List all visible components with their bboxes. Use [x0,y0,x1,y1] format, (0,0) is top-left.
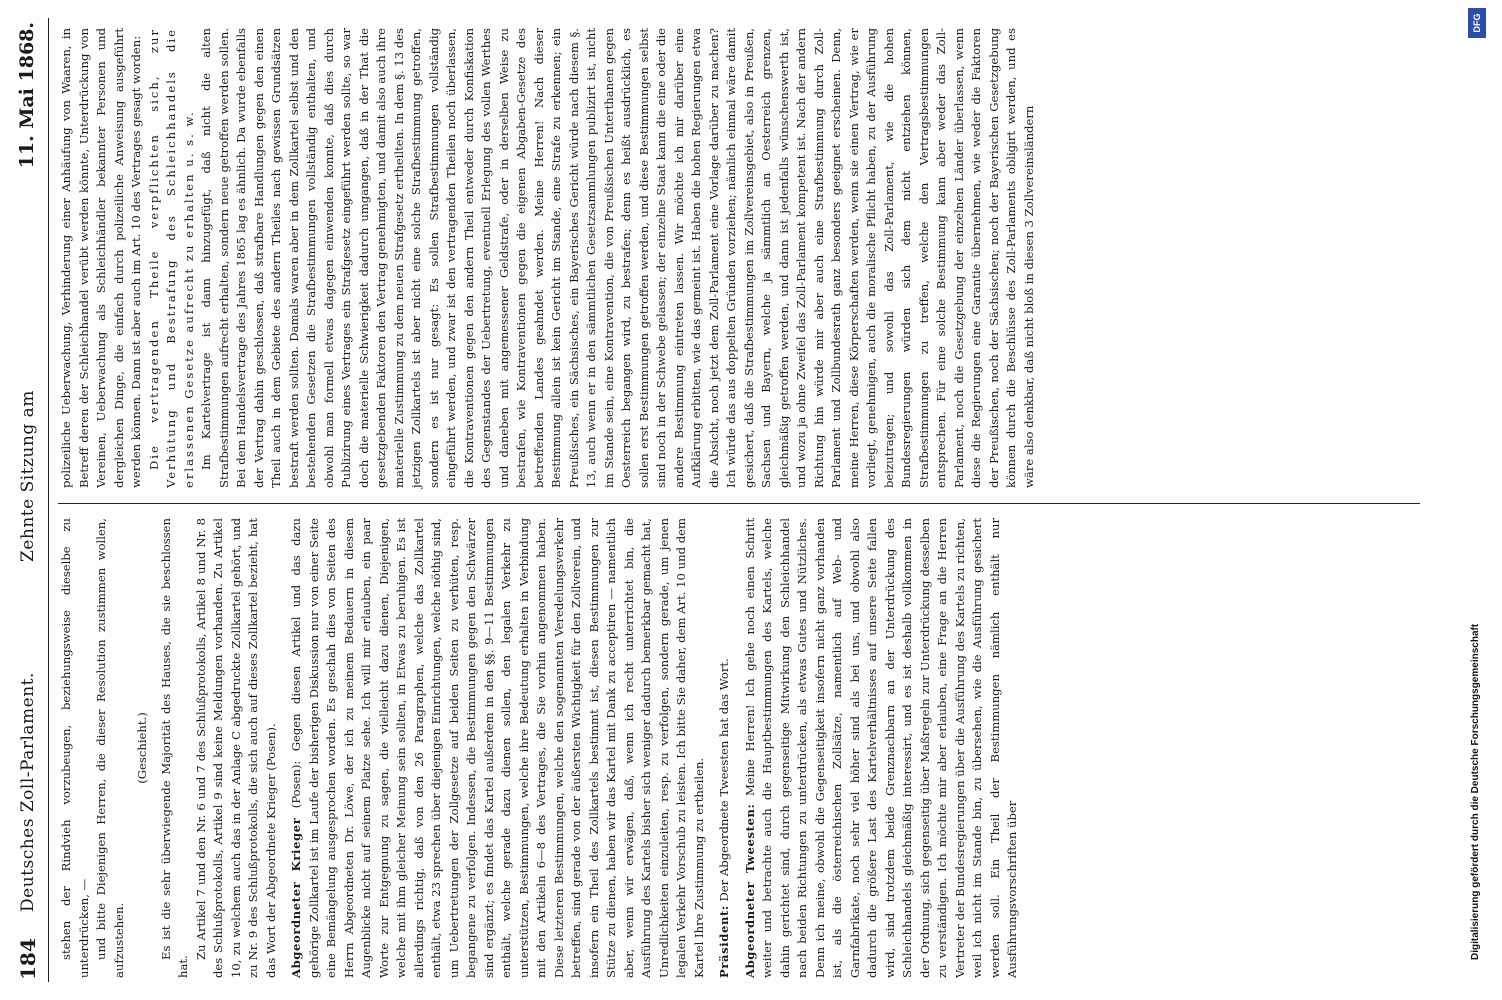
right-column [58,28,1420,488]
speech-text: Gegen diesen Artikel und das dazu gehörige Zollkartel ist im Laufe der bisherigen Diskussion nur von einer Seite eine Bemängelung ausgesprochen worden. Es geschah dies von Seiten des Herrn Abgeordneten Dr. Löwe, der ich zu meinem Bedauern in diesem Augenblicke nicht auf seinem Platze sehe. Ich will mir erlauben, ein paar Worte zur Entgegnung zu sagen, die vielleicht dazu dienen, Diejenigen, welche mit ihm gleicher Meinung sein sollten, in Etwas zu beruhigen. Es ist allerdings richtig, daß von den 26 Paragraphen, welche das Zollkartel enthält, etwa 23 sprechen über diejenigen Einrichtungen, welche nöthig sind, um Uebertretungen der Zollgesetze auf beiden Seiten zu verhüten, resp. begangene zu verfolgen. Indessen, die Bestimmungen gegen den Schwärzer sind ergänzt; es findet das Kartel außerdem in den §§. 9—11 Bestimmungen enthält, welche gerade dazu dienen sollen, den legalen Verkehr zu unterstützen, Bestimmungen, welche ihre Bedeutung erhalten in Verbindung mit den Artikeln 6—8 des Vertrages, die Sie vorhin angenommen haben. Diese letzteren Bestimmungen, welche den sogenannten Veredelungsverkehr betreffen, sind gerade von der äußersten Wichtigkeit für den Zollverein, und insofern ein Theil des Zollkartels bestimmt ist, diesen Bestimmungen zur Stütze zu dienen, haben wir das Kartel mit Dank zu acceptiren — namentlich aber, wenn wir erwägen, daß, wenn ich recht unterrichtet bin, die Ausführung des Kartels bisher sich weniger dadurch bemerkbar gemacht hat, Unredlichkeiten einzuleiten, resp. zu verfolgen, sondern gerade, um jenen legalen Verkehr Vorschub zu leisten. Ich bitte Sie daher, dem Art. 10 und dem Kartel Ihre Zustimmung zu ertheilen. [289,517,706,978]
left-column [58,518,1420,978]
margin-strip [1430,0,1502,1000]
speech-text: Meine Herren! Ich gehe noch einen Schritt weiter und betrachte auch die Hauptbestimmungen des Kartels, welche dahin gerichtet sind, durch gegenseitige Mitwirkung den Schleichhandel nach beiden Richtungen zu unterdrücken, als etwas Gutes und Nützliches. Denn ich meine, obwohl die Gegenseitigkeit insofern nicht ganz vorhanden ist, als die österreichischen Zollsätze, namentlich auf Web- und Garnfabrikate, noch sehr viel höher sind als bei uns, und obwohl also dadurch die größere Last des Kartelverhältnisses auf unsere Seite fallen wird, sind trotzdem beide Grenznachbarn an der Unterdrückung des Schleichhandels gleichmäßig interessirt, und es ist deshalb vollkommen in der Ordnung, sich gegenseitig über Maßregeln zur Unterdrückung desselben zu verständigen. Ich möchte mir aber erlauben, eine Frage an die Herren Vertreter der Bundesregierungen über die Ausführung des Kartels zu richten, weil ich nicht im Stande bin, zu übersehen, wie die Ausführung gesichert werden soll. Ein Theil der Bestimmungen nämlich enthält nur Ausführungsvorschriften über [742,518,1019,978]
digitization-note: Digitalisierung gefördert durch die Deutsche Forschungsgemeinschaft [1470,623,1481,960]
running-header [14,18,49,982]
paragraph: Es ist die sehr überwiegende Majorität des Hauses, die sie beschlossen hat. [158,518,190,978]
quoted-article: Die vertragenden Theile verpflichten sich, zur Verhütung und Bestrafung des Schleichhandels die erlassenen Gesetze aufrecht zu erhalten u. s. w. [146,28,196,488]
paragraph: stehen der Rindvieh vorzubeugen, beziehungsweise dieselbe zu unterdrücken, — [59,518,91,978]
paragraph: und bitte Diejenigen Herren, die dieser Resolution zustimmen wollen, aufzustehen. [94,518,126,978]
speaker-name: Abgeordneter Tweesten: [742,803,757,978]
paragraph: polizeiliche Ueberwachung, Verhinderung einer Anhäufung von Waaren, in Betreff deren der Schleichhandel verübt werden könnte, Unterdrückung von Vereinen, Ueberwachung als Schleichhändler bekannter Personen und dergleichen Dinge, die einfach durch polizeiliche Anweisung ausgeführt werden können. Dann ist aber auch im Art. 10 des Vertrages gesagt worden: [59,28,143,488]
president-label: Präsident: [717,905,731,978]
speech-block [742,518,1022,978]
publication-title: Deutsches Zoll-Parlament. [18,672,38,912]
column-divider [58,503,1420,504]
session-title: Zehnte Sitzung am [18,390,38,562]
paragraph: Zu Artikel 7 und den Nr. 6 und 7 des Schlußprotokolls, Artikel 8 und Nr. 8 des Schlußprotokolls, Artikel 9 sind keine Meldungen vorhanden. Zu Artikel 10, zu welchem auch das in der Anlage C abgedruckte Zollkartel gehört, und zu Nr. 9 des Schlußprotokolls, die sich auch auf dieses Zollkartel bezieht, hat das Wort der Abgeordnete Krieger (Posen). [193,518,278,978]
speaker-suffix: (Posen): [289,760,303,809]
paragraph: Im Kartelvertrage ist dann hinzugefügt, daß nicht die alten Strafbestimmungen aufrecht erhalten, sondern neue getroffen werden sollen. Bei dem Handelsvertrage des Jahres 1865 lag es ähnlich. Da wurde ebenfalls der Vertrag dahin geschlossen, daß strafbare Handlungen gegen den einen Theil auch in dem Gebiete des andern Theiles nach gewissen Grundsätzen bestraft werden sollten. Damals waren aber in dem Zollkartel selbst und den bestehenden Gesetzen die Strafbestimmungen vollständig enthalten, und obwohl man formell etwas dagegen einwenden konnte, daß dies durch Publizirung eines Vertrages ein Strafgesetz eingeführt werden sollte, so war doch die materielle Schwierigkeit dadurch umgangen, daß in der That die gesetzgebenden Faktoren den Vertrag genehmigten, und damit also auch ihre materielle Zustimmung zu dem neuen Strafgesetz ertheilten. In dem §. 13 des jetzigen Zollkartels ist aber nicht eine solche Strafbestimmung getroffen, sondern es ist nur gesagt: Es sollen Strafbestimmungen vollständig eingeführt werden, und zwar ist den vertragenden Theilen noch überlassen, die Kontraventionen gegen den andern Theil entweder durch Konfiskation des Gegenstandes der Uebertretung, eventuell Erlegung des vollen Werthes und daneben mit angemessener Geldstrafe, oder in derselben Weise zu bestrafen, wie Kontraventionen gegen die eigenen Abgaben-Gesetze des betreffenden Landes geahndet werden. Meine Herren! Nach dieser Bestimmung allein ist kein Gericht im Stande, eine Strafe zu erkennen; ein Preußisches, ein Sächsisches, ein Bayerisches Gericht würde nach diesem §. 13, auch wenn er in den sämmtlichen Gesetzsammlungen publizirt ist, nicht im Stande sein, eine Kontravention, die von Preußischen Unterthanen gegen Oesterreich begangen wird, zu bestrafen; denn es heißt ausdrücklich, es sollen erst Bestimmungen getroffen werden, und diese Bestimmungen selbst sind noch in der Schwebe gelassen; der einzelne Staat kann die eine oder die andere Bestimmung eintreten lassen. Wir möchte ich mir darüber eine Aufklärung erbitten, wie das gemeint ist. Haben die hohen Regierungen etwa die Absicht, noch jetzt dem Zoll-Parlament eine Vorlage darüber zu machen? Ich würde das aus doppelten Gründen vorziehen; nämlich einmal wäre damit gesichert, daß die Strafbestimmungen im Zollvereinsgebiet, also in Preußen, Sachsen und Bayern, welche ja sämmtlich an Oesterreich grenzen, gleichmäßig getroffen werden, und dann ist jedenfalls wünschenswerth ist, und wozu ja ohne Zweifel das Zoll-Parlament kompetent ist. Nach der andern Richtung hin würde mir aber auch eine Strafbestimmung durch Zoll-Parlament und Zollbundesrath ganz besonders geeignet erscheinen. Denn, meine Herren, diese Körperschaften werden, wenn sie einen Vertrag, wie er vorliegt, genehmigen, auch die moralische Pflicht haben, zu der Ausführung beizutragen; und sowohl das Zoll-Parlament, wie die hohen Bundesregierungen würden sich dem nicht entziehen können, Strafbestimmungen zu treffen, welche den Vertragsbestimmungen entsprechen. Für eine solche Bestimmung kann aber weder das Zoll-Parlament, noch die Gesetzgebung der einzelnen Länder überlassen, wenn diese die Regierungen eine Garantie übernehmen, wie weder die Faktoren der Preußischen, noch der Sächsischen; noch der Bayerischen Gesetzgebung können durch die Beschlüsse des Zoll-Parlaments obligirt werden, und es wäre also denkbar, daß nicht bloß in diesen 3 Zollvereinsländern [199,28,1036,488]
dfg-logo: DFG [1468,8,1486,38]
speaker-name: Abgeordneter Krieger [289,817,303,978]
president-block [716,518,734,978]
page-number: 184 [16,938,40,980]
stage-direction: (Geschieht.) [135,712,149,784]
session-date: 11. Mai 1868. [16,22,38,169]
speech-text: Der Abgeordnete Tweesten hat das Wort. [717,658,731,902]
speech-block [288,518,708,978]
